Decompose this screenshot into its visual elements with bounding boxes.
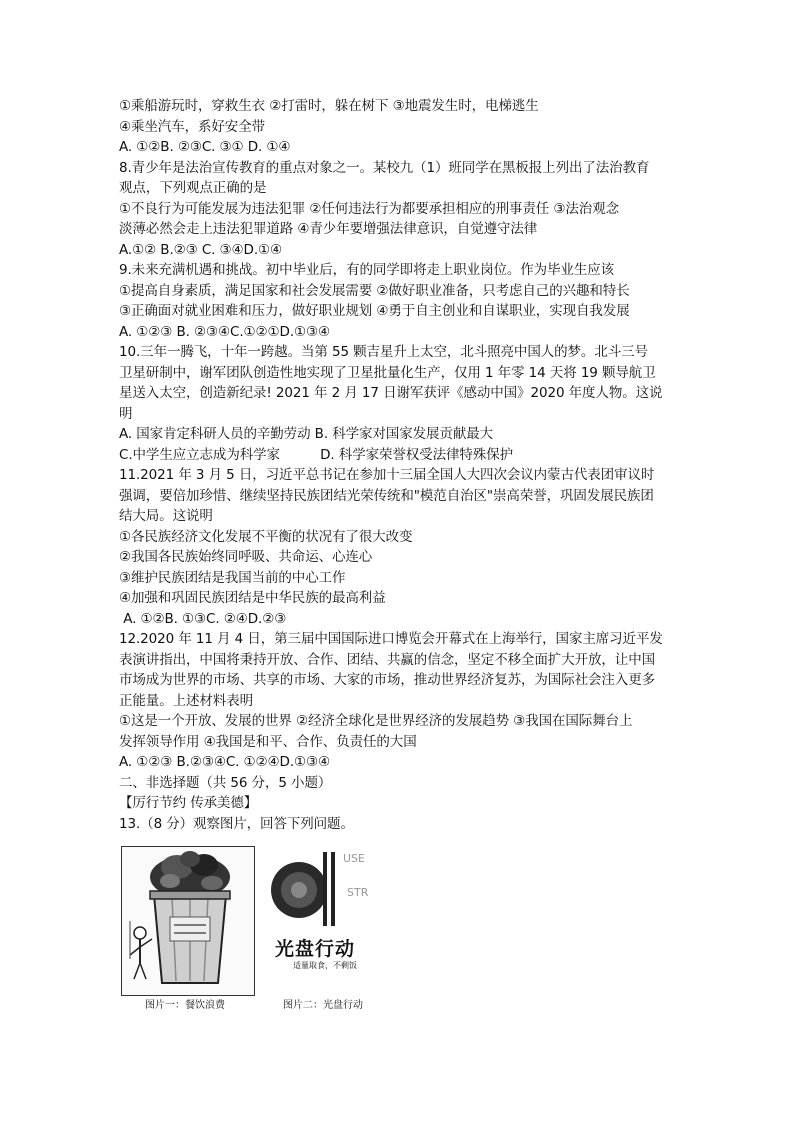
answer-options: A. ①②③ B.②③④C. ①②④D.①③④ — [119, 754, 331, 770]
text-line: 星送入太空，创造新纪录! 2021 年 2 月 17 日谢军获评《感动中国》2020 年度人物。这说 — [119, 385, 663, 401]
topic-heading: 【厉行节约 传承美德】 — [119, 795, 258, 811]
question-13-stem: 13.（8 分）观察图片，回答下列问题。 — [119, 815, 354, 832]
text-line: ③正确面对就业困难和压力，做好职业规划 ④勇于自主创业和自谋职业，实现自我发展 — [119, 303, 630, 319]
answer-options: A. ①②B. ②③C. ③① D. ①④ — [119, 139, 291, 155]
text-line: ①不良行为可能发展为违法犯罪 ②任何违法行为都要承担相应的刑事责任 ③法治观念 — [119, 200, 619, 217]
figure-2-caption: 图片二：光盘行动 — [283, 1000, 363, 1011]
text-line: ②我国各民族始终同呼吸、共命运、心连心 — [119, 549, 373, 565]
question-12-stem: 12.2020 年 11 月 4 日，第三届中国国际进口博览会开幕式在上海举行，国家主席习近平发 — [119, 631, 663, 647]
text-line: 淡薄必然会走上违法犯罪道路 ④青少年要增强法律意识，自觉遵守法律 — [119, 221, 538, 237]
text-line: 正能量。上述材料表明 — [119, 692, 253, 709]
plate-illustration — [263, 846, 387, 930]
figure-clean-plate-poster — [263, 846, 387, 994]
section-heading: 二、非选择题（共 56 分，5 小题） — [119, 774, 332, 791]
text-line: ①这是一个开放、发展的世界 ②经济全球化是世界经济的发展趋势 ③我国在国际舞台上 — [119, 713, 633, 729]
answer-options: A. 国家肯定科研人员的辛勤劳动 B. 科学家对国家发展贡献最大 — [119, 426, 494, 442]
text-line: 表演讲指出，中国将秉持开放、合作、团结、共赢的信念，坚定不移全面扩大开放，让中国 — [119, 651, 655, 668]
text-line: 卫星研制中，谢军团队创造性地实现了卫星批量化生产，仅用 1 年零 14 天将 19 颗导航卫 — [119, 364, 656, 381]
text-line: 发挥领导作用 ④我国是和平、合作、负责任的大国 — [119, 733, 417, 750]
figure-food-waste — [121, 846, 255, 996]
svg-text:STR: STR — [347, 886, 369, 899]
question-8-stem: 8.青少年是法治宣传教育的重点对象之一。某校九（1）班同学在黑板报上列出了法治教育 — [119, 159, 650, 176]
text-line: ①提高自身素质，满足国家和社会发展需要 ②做好职业准备，只考虑自己的兴趣和特长 — [119, 282, 630, 299]
text-line: 观点，下列观点正确的是 — [119, 180, 267, 196]
answer-options: A. ①②③ B. ②③④C.①②①D.①③④ — [119, 323, 331, 340]
figure-1-caption: 图片一：餐饮浪费 — [145, 1000, 225, 1011]
text-line: 明 — [119, 405, 133, 422]
question-11-stem: 11.2021 年 3 月 5 日，习近平总书记在参加十三届全国人大四次会议内蒙古代表团审议时 — [119, 467, 655, 483]
answer-options: C.中学生应立志成为科学家 D. 科学家荣誉权受法律特殊保护 — [119, 446, 513, 463]
text-line: ④加强和巩固民族团结是中华民族的最高利益 — [119, 590, 386, 606]
text-line: ①乘船游玩时，穿救生衣 ②打雷时，躲在树下 ③地震发生时，电梯逃生 — [119, 98, 539, 114]
text-line: ④乘坐汽车，系好安全带 — [119, 118, 266, 135]
text-line: 强调，要倍加珍惜、继续坚持民族团结光荣传统和"模范自治区"崇高荣誉，巩固发展民族团 — [119, 487, 654, 504]
answer-options: A.①② B.②③ C. ③④D.①④ — [119, 241, 283, 258]
question-10-stem: 10.三年一腾飞，十年一跨越。当第 55 颗吉星升上太空，北斗照亮中国人的梦。北斗三号 — [119, 344, 648, 360]
figure-group — [121, 846, 391, 1011]
text-line: 结大局。这说明 — [119, 508, 213, 524]
text-line: 市场成为世界的市场、共享的市场、大家的市场，推动世界经济复苏，为国际社会注入更多 — [119, 672, 655, 688]
trash-can-illustration — [122, 847, 254, 995]
poster-title: 光盘行动 — [275, 938, 356, 960]
answer-options: A. ①②B. ①③C. ②④D.②③ — [119, 610, 287, 627]
text-line: ①各民族经济文化发展不平衡的状况有了很大改变 — [119, 528, 413, 545]
document-body — [119, 96, 679, 834]
poster-subtitle: 适量取食，不剩饭 — [293, 961, 357, 970]
text-line: ③维护民族团结是我国当前的中心工作 — [119, 569, 346, 586]
question-9-stem: 9.未来充满机遇和挑战。初中毕业后，有的同学即将走上职业岗位。作为毕业生应该 — [119, 262, 615, 278]
svg-text:USE: USE — [343, 852, 365, 865]
